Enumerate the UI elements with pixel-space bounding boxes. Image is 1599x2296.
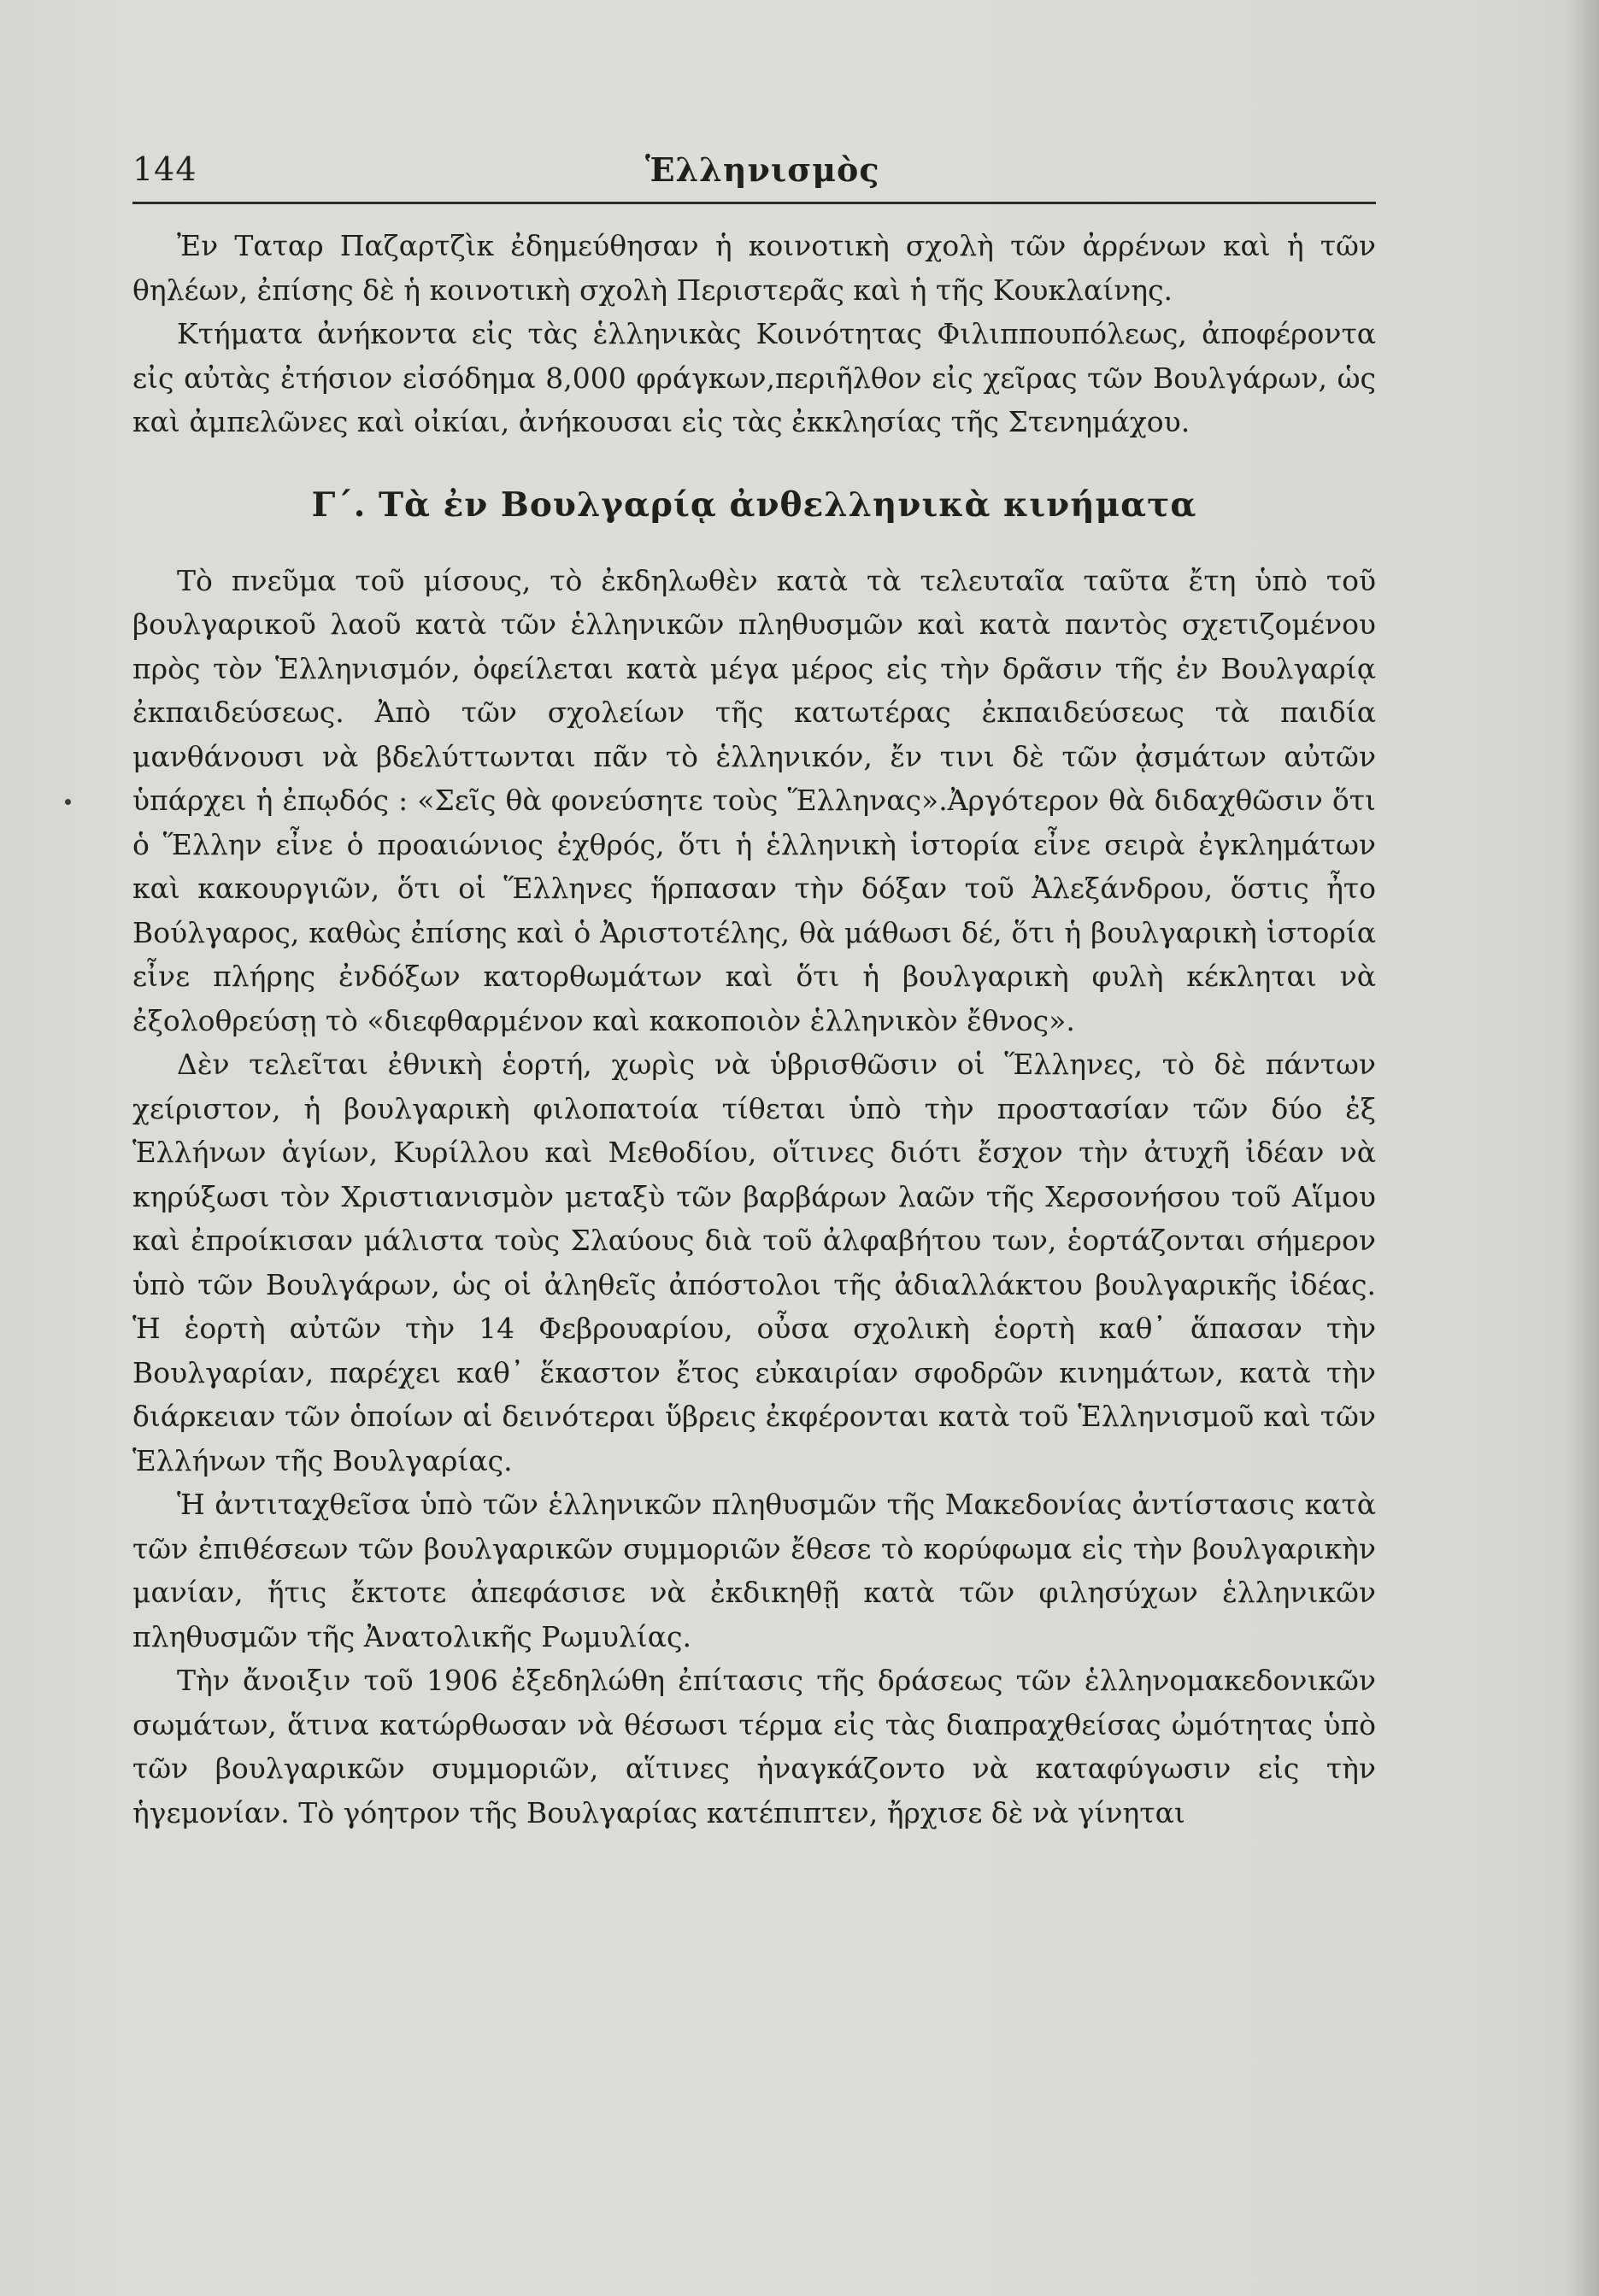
paragraph: Τὴν ἄνοιξιν τοῦ 1906 ἐξεδηλώθη ἐπίτασις τῆς δράσεως τῶν ἑλληνομακεδονικῶν σωμάτων, ἅτινα κατώρθωσαν νὰ θέσωσι τέρμα εἰς τὰς διαπραχθείσας ὠμότητας ὑπὸ τῶν βουλγαρικῶν συμμοριῶν, αἵτινες ἠναγκάζοντο νὰ καταφύγωσιν εἰς τὴν ἡγεμονίαν. Τὸ γόητρον τῆς Βουλγαρίας κατέπιπτεν, ἤρχισε δὲ νὰ γίνηται	[132, 1664, 1376, 1829]
paragraph: Ἡ ἀντιταχθεῖσα ὑπὸ τῶν ἑλληνικῶν πληθυσμῶν τῆς Μακεδονίας ἀντίστασις κατὰ τῶν ἐπιθέσεων τῶν βουλγαρικῶν συμμοριῶν ἔθεσε τὸ κορύφωμα εἰς τὴν βουλγαρικὴν μανίαν, ἥτις ἔκτοτε ἀπεφάσισε νὰ ἐκδικηθῇ κατὰ τῶν φιλησύχων ἑλληνικῶν πληθυσμῶν τῆς Ἀνατολικῆς Ρωμυλίας.	[132, 1488, 1376, 1653]
paragraph: Ἐν Ταταρ Παζαρτζὶκ ἐδημεύθησαν ἡ κοινοτικὴ σχολὴ τῶν ἀρρένων καὶ ἡ τῶν θηλέων, ἐπίσης δὲ ἡ κοινοτικὴ σχολὴ Περιστερᾶς καὶ ἡ τῆς Κουκλαίνης.	[132, 229, 1376, 307]
page-header	[132, 145, 1380, 197]
paragraph: Τὸ πνεῦμα τοῦ μίσους, τὸ ἐκδηλωθὲν κατὰ τὰ τελευταῖα ταῦτα ἔτη ὑπὸ τοῦ βουλγαρικοῦ λαοῦ κατὰ τῶν ἑλληνικῶν πληθυσμῶν καὶ κατὰ παντὸς σχετιζομένου πρὸς τὸν Ἑλληνισμόν, ὀφείλεται κατὰ μέγα μέρος εἰς τὴν δρᾶσιν τῆς ἐν Βουλγαρίᾳ ἐκπαιδεύσεως. Ἀπὸ τῶν σχολείων τῆς κατωτέρας ἐκπαιδεύσεως τὰ παιδία μανθάνουσι νὰ βδελύττωνται πᾶν τὸ ἑλληνικόν, ἔν τινι δὲ τῶν ᾀσμάτων αὐτῶν ὑπάρχει ἡ ἐπῳδός : «Σεῖς θὰ φονεύσητε τοὺς Ἕλληνας».Ἀργότερον θὰ διδαχθῶσιν ὅτι ὁ Ἕλλην εἶνε ὁ προαιώνιος ἐχθρός, ὅτι ἡ ἑλληνικὴ ἱστορία εἶνε σειρὰ ἐγκλημάτων καὶ κακουργιῶν, ὅτι οἱ Ἕλληνες ἥρπασαν τὴν δόξαν τοῦ Ἀλεξάνδρου, ὅστις ἦτο Βούλγαρος, καθὼς ἐπίσης καὶ ὁ Ἀριστοτέλης, θὰ μάθωσι δέ, ὅτι ἡ βουλγαρικὴ ἱστορία εἶνε πλήρης ἐνδόξων κατορθωμάτων καὶ ὅτι ἡ βουλγαρικὴ φυλὴ κέκληται νὰ ἐξολοθρεύσῃ τὸ «διεφθαρμένον καὶ κακοποιὸν ἑλληνικὸν ἔθνος».	[132, 563, 1376, 1037]
page-edge-shadow	[1570, 0, 1599, 2296]
margin-mark	[65, 799, 71, 805]
paragraph: Δὲν τελεῖται ἐθνικὴ ἑορτή, χωρὶς νὰ ὑβρισθῶσιν οἱ Ἕλληνες, τὸ δὲ πάντων χείριστον, ἡ βουλγαρικὴ φιλοπατοία τίθεται ὑπὸ τὴν προστασίαν τῶν δύο ἐξ Ἑλλήνων ἁγίων, Κυρίλλου καὶ Μεθοδίου, οἵτινες διότι ἔσχον τὴν ἀτυχῆ ἰδέαν νὰ κηρύξωσι τὸν Χριστιανισμὸν μεταξὺ τῶν βαρβάρων λαῶν τῆς Χερσονήσου τοῦ Αἵμου καὶ ἐπροίκισαν μάλιστα τοὺς Σλαύους διὰ τοῦ ἀλφαβήτου των, ἑορτάζονται σήμερον ὑπὸ τῶν Βουλγάρων, ὡς οἱ ἀληθεῖς ἀπόστολοι τῆς ἀδιαλλάκτου βουλγαρικῆς ἰδέας. Ἡ ἑορτὴ αὐτῶν τὴν 14 Φεβρουαρίου, οὖσα σχολικὴ ἑορτὴ καθ᾽ ἅπασαν τὴν Βουλγαρίαν, παρέχει καθ᾽ ἕκαστον ἔτος εὐκαιρίαν σφοδρῶν κινημάτων, κατὰ τὴν διάρκειαν τῶν ὁποίων αἱ δεινότεραι ὕβρεις ἐκφέρονται κατὰ τοῦ Ἑλληνισμοῦ καὶ τῶν Ἑλλήνων τῆς Βουλγαρίας.	[132, 1048, 1376, 1477]
section-heading: Γ΄. Τὰ ἐν Βουλγαρίᾳ ἀνθελληνικὰ κινήματα	[311, 484, 1197, 525]
page-number: 144	[132, 150, 197, 188]
header-rule	[132, 202, 1376, 204]
paragraph: Κτήματα ἀνήκοντα εἰς τὰς ἑλληνικὰς Κοινότητας Φιλιππουπόλεως, ἀποφέροντα εἰς αὐτὰς ἐτήσιον εἰσόδημα 8,000 φράγκων,περιῆλθον εἰς χεῖρας τῶν Βουλγάρων, ὡς καὶ ἀμπελῶνες καὶ οἰκίαι, ἀνήκουσαι εἰς τὰς ἐκκλησίας τῆς Στενημάχου.	[132, 317, 1376, 438]
running-title: Ἑλληνισμὸς	[645, 150, 880, 189]
body-text	[132, 224, 1376, 1835]
